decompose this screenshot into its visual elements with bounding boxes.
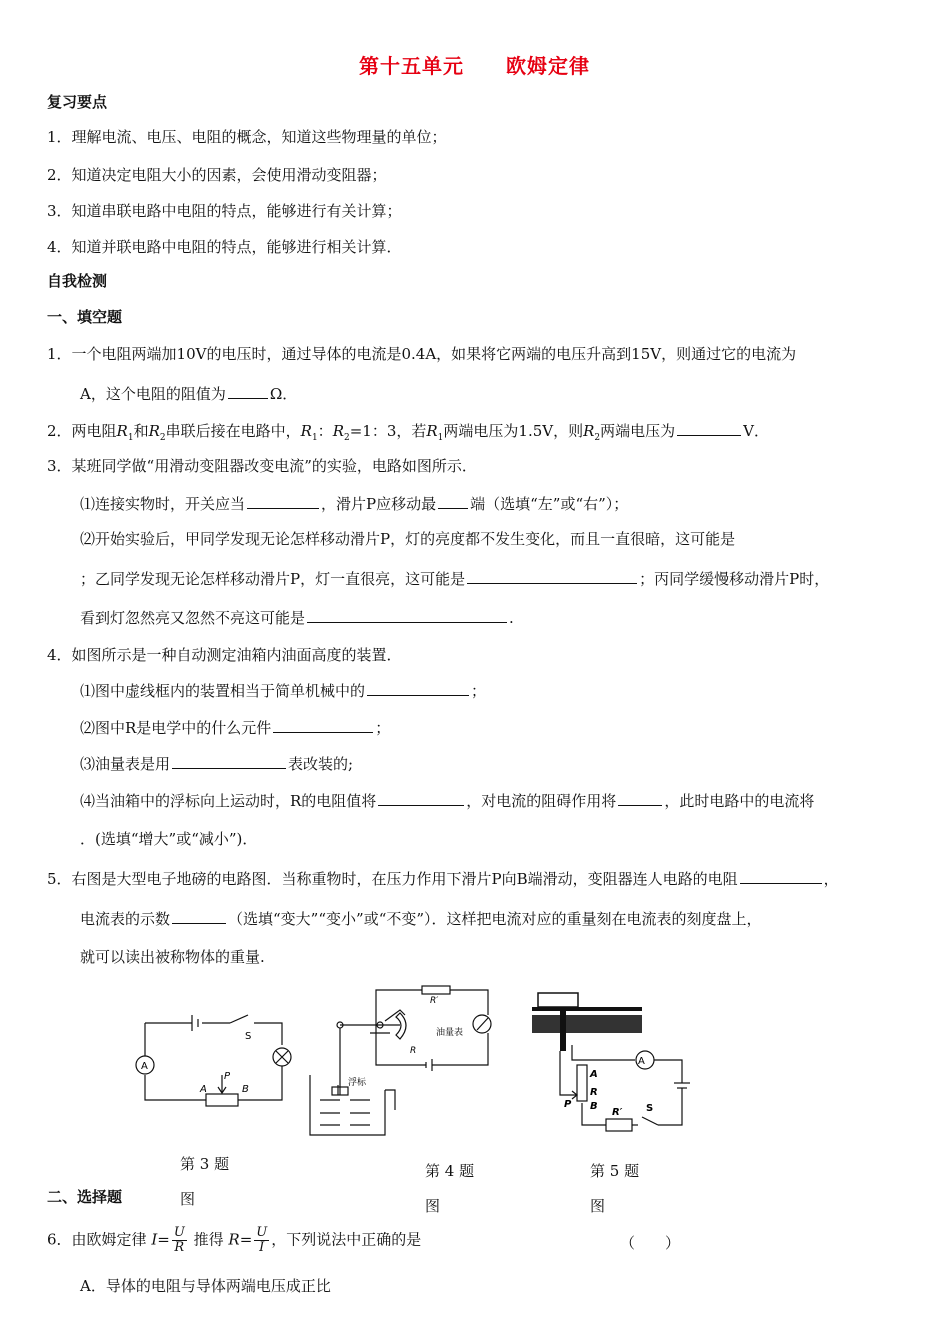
page-title: 第十五单元 欧姆定律: [359, 54, 590, 78]
q4-stem: 4．如图所示是一种自动测定油箱内油面高度的装置．: [47, 646, 402, 664]
q6-option-a[interactable]: A．导体的电阻与导体两端电压成正比: [80, 1277, 331, 1295]
q4-blank-resistance[interactable]: [378, 789, 464, 806]
q3-blank-switch[interactable]: [247, 492, 319, 509]
q1-line1: 1．一个电阻两端加10V的电压时，通过导体的电流是0.4A，如果将它两端的电压升高到15V，则通过它的电流为: [47, 345, 797, 363]
fraction-u-over-r: $\frac{U}{R}$: [173, 1225, 185, 1255]
q3-sub2-line1: ⑵开始实验后，甲同学发现无论怎样移动滑片P，灯的亮度都不发生变化，而且一直很暗，这可能是: [80, 530, 736, 548]
q5-blank-ammeter[interactable]: [172, 907, 226, 924]
q4-blank-hinder[interactable]: [618, 789, 662, 806]
choice-heading: 二、选择题: [47, 1188, 123, 1206]
svg-text:浮标: 浮标: [348, 1078, 367, 1088]
svg-text:A: A: [590, 1069, 598, 1080]
figure-4-label-bottom: 图: [425, 1197, 441, 1215]
q4-sub2: ⑵图中R是电学中的什么元件 ；: [80, 716, 390, 738]
review-item-4: 4．知道并联电路中电阻的特点，能够进行相关计算．: [47, 238, 402, 256]
q4-sub3: ⑶油量表是用 表改装的;: [80, 752, 353, 774]
q3-sub2-line2: ；乙同学发现无论怎样移动滑片P，灯一直很亮，这可能是 ；丙同学缓慢移动滑片P时，: [80, 567, 829, 589]
svg-text:R′: R′: [430, 996, 439, 1006]
q3-blank-end[interactable]: [438, 492, 468, 509]
q5-blank-resistance[interactable]: [740, 867, 822, 884]
q1-blank-resistance[interactable]: [228, 382, 268, 399]
review-item-1: 1．理解电流、电压、电阻的概念，知道这些物理量的单位；: [47, 128, 447, 146]
scale-object: [538, 993, 578, 1007]
q3-stem: 3．某班同学做“用滑动变阻器改变电流”的实验，电路如图所示．: [47, 457, 477, 475]
q3-sub2-line3: 看到灯忽然亮又忽然不亮这可能是 .: [80, 606, 514, 628]
review-item-3: 3．知道串联电路中电阻的特点，能够进行有关计算；: [47, 202, 402, 220]
figure-4-oil-gauge: [300, 985, 500, 1145]
figure-5-label-bottom: 图: [590, 1197, 606, 1215]
svg-text:R′: R′: [612, 1107, 623, 1118]
svg-text:A: A: [141, 1061, 148, 1072]
svg-text:S: S: [245, 1031, 252, 1042]
q6-line: 6．由欧姆定律 I= $\frac{U}{R}$ 推得 R= $\frac{U}{I}$ ，下列说法中正确的是: [47, 1225, 422, 1255]
q1-line2: A，这个电阻的阻值为 Ω．: [80, 382, 297, 404]
review-item-2: 2．知道决定电阻大小的因素，会使用滑动变阻器；: [47, 166, 387, 184]
figure-3-circuit: [130, 1005, 300, 1115]
q4-sub1: ⑴图中虚线框内的装置相当于简单机械中的 ；: [80, 679, 486, 701]
svg-text:B: B: [590, 1101, 598, 1112]
figure-4-label-top: 第 4 题: [425, 1162, 475, 1180]
q5-line1: 5．右图是大型电子地磅的电路图．当称重物时，在压力作用下滑片P向B端滑动，变阻器连人电路的电阻 ，: [47, 867, 839, 889]
q5-line2: 电流表的示数 （选填“变大”“变小”或“不变”）．这样把电流对应的重量刻在电流表的刻度盘上，: [80, 907, 762, 929]
q2-blank[interactable]: [677, 419, 741, 436]
svg-text:B: B: [242, 1084, 249, 1095]
svg-text:A: A: [638, 1056, 645, 1067]
figure-5-label-top: 第 5 题: [590, 1162, 640, 1180]
selfcheck-heading: 自我检测: [47, 272, 108, 290]
q3-blank-b[interactable]: [467, 567, 637, 584]
q4-blank-machine[interactable]: [367, 679, 469, 696]
svg-text:S: S: [646, 1103, 654, 1114]
review-heading: 复习要点: [47, 93, 108, 111]
fraction-u-over-i: $\frac{U}{I}$: [256, 1225, 268, 1255]
q4-sub4-line2: ．(选填“增大”或“减小”)．: [80, 830, 258, 848]
q6-answer-paren[interactable]: （ ）: [620, 1234, 681, 1252]
q4-sub4: ⑷当油箱中的浮标向上运动时，R的电阻值将 ，对电流的阻碍作用将 ，此时电路中的电流将: [80, 789, 814, 811]
figure-3-label-bottom: 图: [180, 1190, 196, 1208]
svg-text:油量表: 油量表: [436, 1028, 464, 1038]
q4-blank-meter[interactable]: [172, 752, 286, 769]
q4-blank-element[interactable]: [273, 716, 373, 733]
svg-text:R: R: [410, 1046, 417, 1056]
q5-line3: 就可以读出被称物体的重量.: [80, 948, 265, 966]
svg-text:P: P: [224, 1071, 231, 1082]
q3-sub1: ⑴连接实物时，开关应当 ，滑片P应移动最 端（选填“左”或“右”）；: [80, 492, 628, 514]
q2-line: 2．两电阻$R_1$和$R_2$串联后接在电路中，$R_1$：$R_2=1$：3，若$R_1$两端电压为1.5V，则$R_2$两端电压为 V．: [47, 419, 769, 443]
q3-blank-c[interactable]: [307, 606, 507, 623]
svg-text:R: R: [590, 1087, 598, 1098]
figure-3-label-top: 第 3 题: [180, 1155, 230, 1173]
svg-text:P: P: [564, 1099, 572, 1110]
figure-5-scale-circuit: [520, 985, 690, 1145]
svg-text:A: A: [200, 1084, 207, 1095]
fill-heading: 一、填空题: [47, 308, 123, 326]
